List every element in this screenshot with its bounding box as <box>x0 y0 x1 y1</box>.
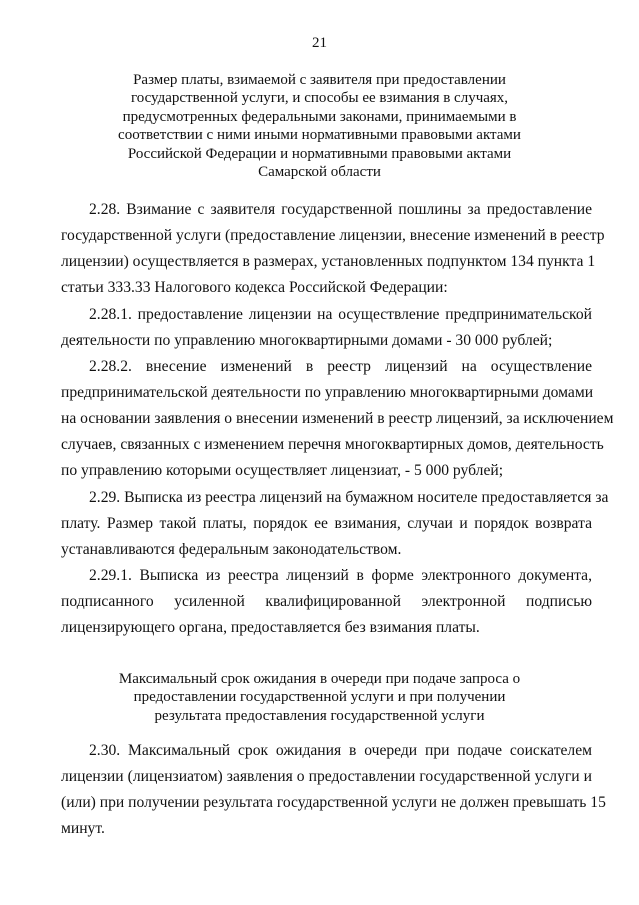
text-line: по управлению которыми осуществляет лицензиат, - 5 000 рублей; <box>61 462 504 480</box>
text-line: статьи 333.33 Налогового кодекса Российской Федерации: <box>61 279 448 297</box>
text-line: минут. <box>61 820 105 838</box>
queue-body <box>61 738 606 843</box>
heading-line: Максимальный срок ожидания в очереди при подаче запроса о <box>118 671 521 687</box>
paragraph-2-28-2 <box>61 354 614 485</box>
text-line: лицензирующего органа, предоставляется без взимания платы. <box>61 619 480 637</box>
text-line: 2.30. Максимальный срок ожидания в очереди при подаче соискателем <box>89 742 592 759</box>
fees-body <box>61 197 614 641</box>
paragraph-2-28 <box>61 197 605 302</box>
text-line: на основании заявления о внесении изменений в реестр лицензий, за исключением <box>61 410 614 428</box>
heading-line: соответствии с ними иными нормативными правовыми актами <box>118 127 521 144</box>
section-heading-fees <box>60 71 579 181</box>
page-number: 21 <box>312 35 327 51</box>
text-line: 2.28.2. внесение изменений в реестр лицензий на осуществление <box>89 357 592 375</box>
heading-line: Российской Федерации и нормативными правовыми актами <box>127 145 512 162</box>
heading-line: предоставлении государственной услуги и при получении <box>133 689 506 706</box>
text-line: 2.29.1. Выписка из реестра лицензий в форме электронного документа, <box>89 566 592 584</box>
text-line: (или) при получении результата государственной услуги не должен превышать 15 <box>61 794 606 812</box>
text-line: устанавливаются федеральным законодательством. <box>61 540 402 558</box>
heading-line: предусмотренных федеральными законами, принимаемыми в <box>122 108 517 125</box>
text-line: 2.29. Выписка из реестра лицензий на бумажном носителе предоставляется за <box>89 488 609 506</box>
heading-line: результата предоставления государственной услуги <box>154 707 485 724</box>
text-line: 2.28. Взимание с заявителя государственной пошлины за предоставление <box>89 201 592 218</box>
paragraph-2-28-1 <box>61 302 592 354</box>
paragraph-2-29 <box>61 485 609 563</box>
text-line: случаев, связанных с изменением перечня многоквартирных домов, деятельность <box>61 436 604 454</box>
text-line: лицензии) осуществляется в размерах, установленных подпунктом 134 пункта 1 <box>61 253 596 271</box>
paragraph-2-30 <box>61 738 606 843</box>
text-line: государственной услуги (предоставление лицензии, внесение изменений в реестр <box>61 227 605 245</box>
text-line: подписанного усиленной квалифицированной электронной подписью <box>61 593 592 611</box>
heading-line: Размер платы, взимаемой с заявителя при предоставлении <box>133 72 506 88</box>
text-line: 2.28.1. предоставление лицензии на осуществление предпринимательской <box>89 305 592 323</box>
text-line: лицензии (лицензиатом) заявления о предоставлении государственной услуги и <box>61 768 592 786</box>
paragraph-2-29-1 <box>61 563 592 641</box>
heading-line: Самарской области <box>258 164 381 181</box>
text-line: плату. Размер такой платы, порядок ее взимания, случаи и порядок возврата <box>61 514 592 532</box>
section-heading-queue <box>60 670 579 725</box>
heading-line: государственной услуги, и способы ее взимания в случаях, <box>130 90 509 107</box>
text-line: деятельности по управлению многоквартирными домами - 30 000 рублей; <box>61 331 553 349</box>
text-line: предпринимательской деятельности по управлению многоквартирными домами <box>61 383 594 401</box>
